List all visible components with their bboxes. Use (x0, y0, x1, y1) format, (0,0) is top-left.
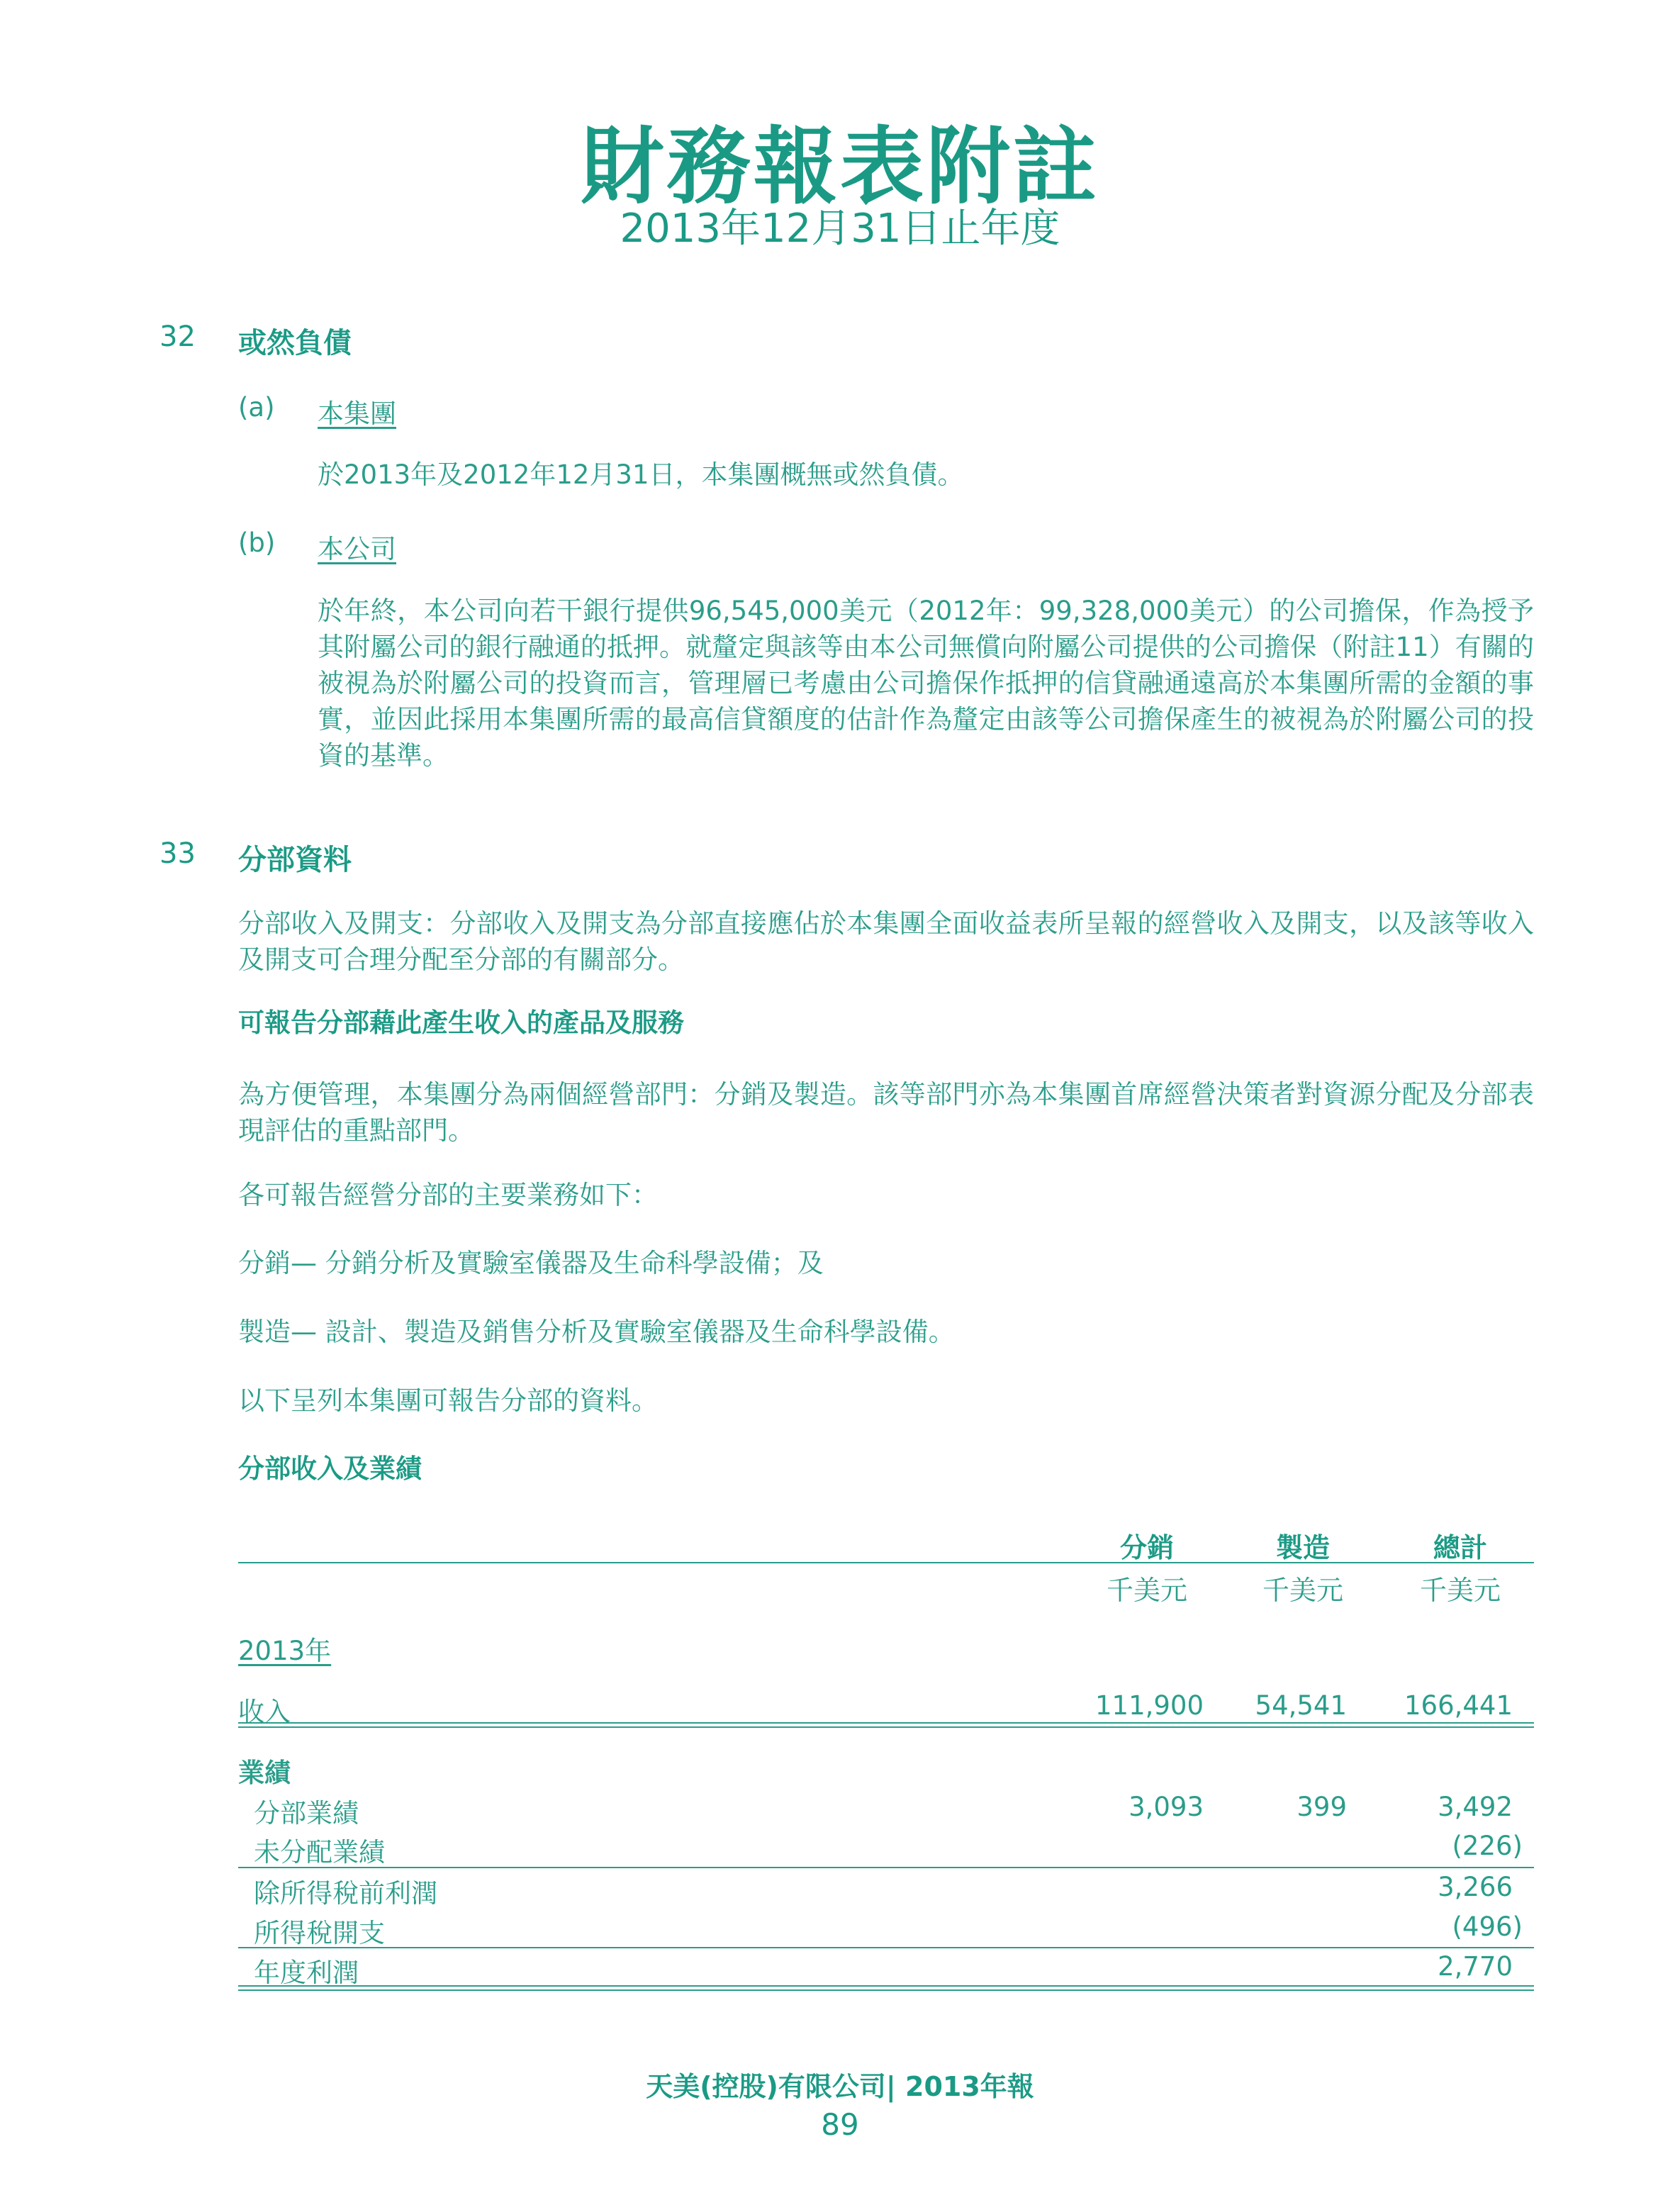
table-row-label: 除所得稅前利潤 (254, 1878, 437, 1909)
col-unit-manufacturing: 千美元 (1262, 1575, 1343, 1606)
section-33-para-info: 以下呈列本集團可報告分部的資料。 (238, 1385, 658, 1416)
footer-company: 天美(控股)有限公司| 2013年報 (646, 2071, 1034, 2102)
section-33-intro: 分部收入及開支：分部收入及開支為分部直接應佔於本集團全面收益表所呈報的經營收入及開支，以及該等收入及開支可合理分配至分部的有關部分。 (238, 908, 1534, 975)
section-33-para-distribution: 分銷— 分銷分析及實驗室儀器及生命科學設備；及 (238, 1248, 824, 1278)
col-header-manufacturing: 製造 (1275, 1532, 1330, 1563)
revenue-manufacturing: 54,541 (1255, 1690, 1347, 1721)
table-row-label: 分部業績 (254, 1798, 359, 1829)
revenue-total: 166,441 (1404, 1690, 1513, 1721)
col-unit-distribution: 千美元 (1106, 1575, 1187, 1606)
table-row-label: 所得稅開支 (254, 1918, 385, 1948)
revenue-distribution: 111,900 (1094, 1690, 1204, 1721)
table-row-total: (496) (1452, 1911, 1523, 1942)
section-32-a-text: 於2013年及2012年12月31日，本集團概無或然負債。 (318, 459, 964, 490)
page-title: 財務報表附註 (580, 118, 1099, 216)
table-row-total: 2,770 (1438, 1951, 1513, 1982)
page-subtitle: 2013年12月31日止年度 (620, 206, 1060, 252)
page-number: 89 (821, 2107, 859, 2142)
col-header-total: 總計 (1433, 1532, 1487, 1563)
table-row-total: 3,492 (1438, 1792, 1513, 1822)
section-32-a-label: (a) (238, 392, 275, 423)
table-row-distribution: 3,093 (1129, 1792, 1204, 1822)
section-33-heading-products: 可報告分部藉此產生收入的產品及服務 (238, 1008, 684, 1038)
revenue-label: 收入 (238, 1697, 291, 1727)
table-row-label: 未分配業績 (254, 1837, 385, 1868)
table-row-label: 年度利潤 (254, 1958, 359, 1988)
table-row-total: (226) (1452, 1831, 1523, 1861)
section-33-para-management: 為方便管理，本集團分為兩個經營部門：分銷及製造。該等部門亦為本集團首席經營決策者對資源分配及分部表現評估的重點部門。 (238, 1079, 1534, 1146)
section-33-title: 分部資料 (238, 844, 352, 876)
section-33-para-manufacturing: 製造— 設計、製造及銷售分析及實驗室儀器及生命科學設備。 (238, 1317, 955, 1347)
subtotal-rule (238, 1947, 1534, 1948)
section-32-b-title: 本公司 (318, 534, 396, 564)
col-unit-total: 千美元 (1419, 1575, 1501, 1606)
total-double-rule (238, 1985, 1534, 1991)
section-33-heading-results: 分部收入及業績 (238, 1453, 422, 1484)
section-32-a-title: 本集團 (318, 398, 396, 429)
table-row-total: 3,266 (1438, 1872, 1513, 1902)
results-label: 業績 (238, 1758, 291, 1788)
revenue-double-rule (238, 1722, 1534, 1728)
section-32-number: 32 (159, 320, 196, 353)
section-33-number: 33 (159, 837, 196, 870)
table-row-manufacturing: 399 (1297, 1792, 1347, 1822)
section-33-para-segments: 各可報告經營分部的主要業務如下： (238, 1180, 658, 1210)
table-year: 2013年 (238, 1636, 332, 1666)
section-32-title: 或然負債 (238, 327, 352, 359)
table-header-rule (238, 1562, 1534, 1563)
col-header-distribution: 分銷 (1119, 1532, 1174, 1563)
section-32-b-label: (b) (238, 528, 276, 558)
subtotal-rule (238, 1867, 1534, 1868)
section-32-b-text: 於年終，本公司向若干銀行提供96,545,000美元（2012年：99,328,000美元）的公司擔保，作為授予其附屬公司的銀行融通的抵押。就釐定與該等由本公司無償向附屬公司提供的公司擔保（附註11）有關的被視為於附屬公司的投資而言，管理層已考慮由公司擔保作抵押的信貸融通遠高於本集團所需的金額的事實，並因此採用本集團所需的最高信貸額度的估計作為釐定由該等公司擔保產生的被視為於附屬公司的投資的基準。 (318, 596, 1534, 771)
